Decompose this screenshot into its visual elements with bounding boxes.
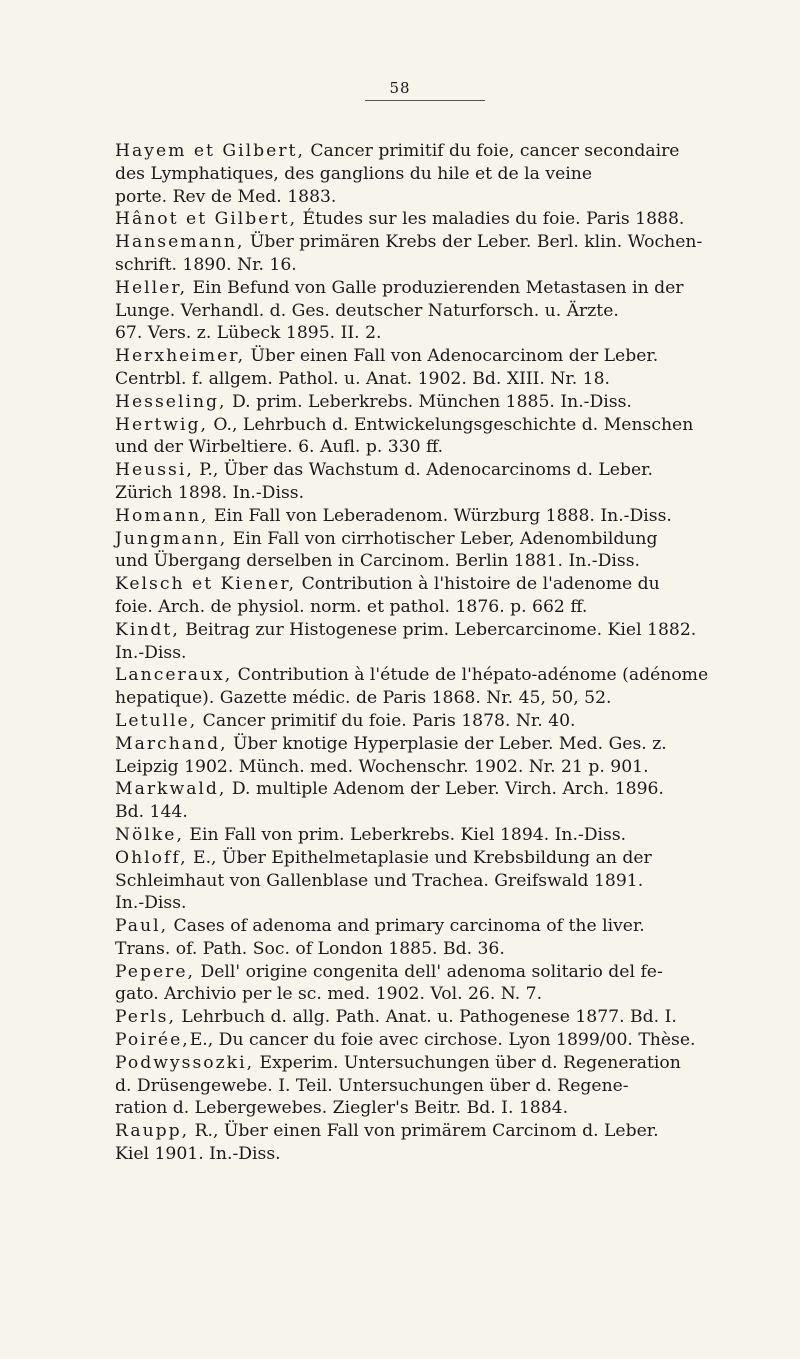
reference-text: des Lymphatiques, des ganglions du hile et de la veine bbox=[115, 163, 593, 184]
reference-entry bbox=[115, 961, 785, 1007]
reference-author: Hansemann, bbox=[115, 232, 245, 253]
reference-text: E., Du cancer du foie avec circhose. Lyon 1899/00. Thèse. bbox=[189, 1030, 696, 1051]
reference-continuation-line bbox=[115, 801, 785, 824]
reference-author: Paul, bbox=[115, 916, 169, 937]
reference-author: Perls, bbox=[115, 1007, 176, 1028]
reference-entry bbox=[115, 619, 785, 665]
reference-entry bbox=[115, 778, 785, 824]
reference-text: Zürich 1898. In.-Diss. bbox=[115, 482, 305, 503]
reference-text: Études sur les maladies du foie. Paris 1888. bbox=[297, 209, 685, 230]
reference-entry bbox=[115, 208, 785, 231]
reference-first-line bbox=[115, 277, 785, 300]
reference-text: D. multiple Adenom der Leber. Virch. Arch. 1896. bbox=[226, 779, 664, 800]
reference-entry bbox=[115, 1029, 785, 1052]
reference-first-line bbox=[115, 231, 785, 254]
reference-entry bbox=[115, 505, 785, 528]
reference-entry bbox=[115, 140, 785, 208]
reference-text: Ein Fall von prim. Leberkrebs. Kiel 1894. In.-Diss. bbox=[183, 824, 627, 845]
reference-first-line bbox=[115, 391, 785, 414]
reference-author: Kindt, bbox=[115, 619, 180, 640]
reference-text: Ein Fall von Leberadenom. Würzburg 1888. In.-Diss. bbox=[208, 505, 672, 526]
reference-continuation-line bbox=[115, 186, 785, 209]
reference-text: hepatique). Gazette médic. de Paris 1868. Nr. 45, 50, 52. bbox=[115, 688, 612, 709]
reference-author: Marchand, bbox=[115, 733, 228, 754]
reference-text: Centrbl. f. allgem. Pathol. u. Anat. 1902. Bd. XIII. Nr. 18. bbox=[115, 368, 610, 389]
reference-text: Kiel 1901. In.-Diss. bbox=[115, 1144, 281, 1165]
reference-continuation-line bbox=[115, 550, 785, 573]
reference-author: Pepere, bbox=[115, 961, 195, 982]
reference-entry bbox=[115, 573, 785, 619]
reference-first-line bbox=[115, 140, 785, 163]
reference-author: Podwyssozki, bbox=[115, 1052, 255, 1073]
reference-text: foie. Arch. de physiol. norm. et pathol. 1876. p. 662 ff. bbox=[115, 596, 588, 617]
reference-first-line bbox=[115, 961, 785, 984]
reference-author: Ohloff, bbox=[115, 847, 188, 868]
reference-entry bbox=[115, 710, 785, 733]
reference-text: Schleimhaut von Gallenblase und Trachea. Greifswald 1891. bbox=[115, 870, 644, 891]
reference-text: Experim. Untersuchungen über d. Regeneration bbox=[254, 1052, 681, 1073]
reference-first-line bbox=[115, 528, 785, 551]
reference-entry bbox=[115, 1006, 785, 1029]
reference-continuation-line bbox=[115, 368, 785, 391]
reference-entry bbox=[115, 414, 785, 460]
reference-continuation-line bbox=[115, 1143, 785, 1166]
page-number: 58 bbox=[389, 79, 411, 97]
page-number-rule bbox=[365, 100, 485, 101]
reference-first-line bbox=[115, 414, 785, 437]
reference-entry bbox=[115, 824, 785, 847]
reference-text: d. Drüsengewebe. I. Teil. Untersuchungen über d. Regene- bbox=[115, 1075, 629, 1096]
reference-text: In.-Diss. bbox=[115, 893, 187, 914]
reference-continuation-line bbox=[115, 254, 785, 277]
reference-text: R., Über einen Fall von primärem Carcinom d. Leber. bbox=[189, 1121, 659, 1142]
reference-text: Lehrbuch d. allg. Path. Anat. u. Pathogenese 1877. Bd. I. bbox=[175, 1007, 677, 1028]
reference-entry bbox=[115, 528, 785, 574]
reference-continuation-line bbox=[115, 300, 785, 323]
reference-author: Markwald, bbox=[115, 779, 227, 800]
reference-text: Lunge. Verhandl. d. Ges. deutscher Naturforsch. u. Ärzte. bbox=[115, 300, 619, 321]
reference-text: und Übergang derselben in Carcinom. Berlin 1881. In.-Diss. bbox=[115, 551, 640, 572]
reference-entry bbox=[115, 231, 785, 277]
reference-first-line bbox=[115, 847, 785, 870]
reference-list bbox=[115, 140, 785, 1166]
reference-text: und der Wirbeltiere. 6. Aufl. p. 330 ff. bbox=[115, 437, 444, 458]
reference-continuation-line bbox=[115, 322, 785, 345]
reference-continuation-line bbox=[115, 756, 785, 779]
reference-entry bbox=[115, 1052, 785, 1120]
reference-entry bbox=[115, 1120, 785, 1166]
reference-entry bbox=[115, 459, 785, 505]
reference-continuation-line bbox=[115, 482, 785, 505]
reference-author: Hayem et Gilbert, bbox=[115, 141, 305, 161]
reference-first-line bbox=[115, 778, 785, 801]
reference-text: Contribution à l'histoire de l'adenome du bbox=[296, 574, 660, 595]
reference-text: porte. Rev de Med. 1883. bbox=[115, 186, 337, 207]
reference-text: Cancer primitif du foie. Paris 1878. Nr. 40. bbox=[197, 710, 576, 731]
reference-author: Heller, bbox=[115, 277, 188, 298]
reference-entry bbox=[115, 664, 785, 710]
reference-continuation-line bbox=[115, 938, 785, 961]
reference-text: D. prim. Leberkrebs. München 1885. In.-Diss. bbox=[226, 391, 632, 412]
reference-text: Ein Befund von Galle produzierenden Metastasen in der bbox=[187, 277, 684, 298]
reference-text: Beitrag zur Histogenese prim. Lebercarcinome. Kiel 1882. bbox=[179, 619, 697, 640]
reference-first-line bbox=[115, 208, 785, 231]
reference-text: Über knotige Hyperplasie der Leber. Med. Ges. z. bbox=[227, 733, 667, 754]
reference-text: Dell' origine congenita dell' adenoma solitario del fe- bbox=[195, 961, 663, 982]
reference-text: Bd. 144. bbox=[115, 802, 188, 823]
reference-text: 67. Vers. z. Lübeck 1895. II. 2. bbox=[115, 323, 382, 344]
reference-text: Über einen Fall von Adenocarcinom der Leber. bbox=[245, 346, 659, 367]
reference-text: Ein Fall von cirrhotischer Leber, Adenombildung bbox=[227, 528, 658, 549]
reference-first-line bbox=[115, 619, 785, 642]
reference-text: E., Über Epithelmetaplasie und Krebsbildung an der bbox=[187, 847, 652, 868]
reference-first-line bbox=[115, 1052, 785, 1075]
reference-first-line bbox=[115, 505, 785, 528]
reference-continuation-line bbox=[115, 687, 785, 710]
reference-text: Trans. of. Path. Soc. of London 1885. Bd. 36. bbox=[115, 938, 505, 959]
reference-text: schrift. 1890. Nr. 16. bbox=[115, 254, 297, 275]
reference-first-line bbox=[115, 573, 785, 596]
reference-author: Homann, bbox=[115, 505, 209, 526]
reference-author: Heussi, bbox=[115, 460, 194, 481]
reference-author: Letulle, bbox=[115, 710, 198, 731]
reference-author: Raupp, bbox=[115, 1121, 190, 1142]
reference-author: Jungmann, bbox=[115, 528, 228, 549]
reference-continuation-line bbox=[115, 436, 785, 459]
reference-author: Hertwig, bbox=[115, 414, 208, 435]
reference-first-line bbox=[115, 915, 785, 938]
reference-continuation-line bbox=[115, 163, 785, 186]
reference-text: Leipzig 1902. Münch. med. Wochenschr. 1902. Nr. 21 p. 901. bbox=[115, 756, 649, 777]
reference-first-line bbox=[115, 1006, 785, 1029]
reference-text: Contribution à l'étude de l'hépato-adénome (adénome bbox=[232, 665, 709, 686]
reference-first-line bbox=[115, 1029, 785, 1052]
reference-text: Über primären Krebs der Leber. Berl. klin. Wochen- bbox=[244, 232, 703, 253]
reference-first-line bbox=[115, 1120, 785, 1143]
reference-entry bbox=[115, 847, 785, 915]
reference-first-line bbox=[115, 733, 785, 756]
reference-entry bbox=[115, 915, 785, 961]
reference-text: ration d. Lebergewebes. Ziegler's Beitr. Bd. I. 1884. bbox=[115, 1098, 569, 1119]
reference-author: Hesseling, bbox=[115, 391, 227, 412]
reference-text: P., Über das Wachstum d. Adenocarcinoms d. Leber. bbox=[193, 460, 653, 481]
reference-author: Hânot et Gilbert, bbox=[115, 209, 298, 230]
reference-continuation-line bbox=[115, 870, 785, 893]
reference-first-line bbox=[115, 710, 785, 733]
reference-text: In.-Diss. bbox=[115, 642, 187, 663]
reference-continuation-line bbox=[115, 1075, 785, 1098]
reference-continuation-line bbox=[115, 596, 785, 619]
reference-text: Cases of adenoma and primary carcinoma of the liver. bbox=[168, 916, 645, 937]
reference-continuation-line bbox=[115, 642, 785, 665]
reference-continuation-line bbox=[115, 892, 785, 915]
reference-continuation-line bbox=[115, 1097, 785, 1120]
reference-first-line bbox=[115, 664, 785, 687]
reference-author: Herxheimer, bbox=[115, 346, 246, 367]
reference-author: Kelsch et Kiener, bbox=[115, 574, 297, 595]
reference-text: O., Lehrbuch d. Entwickelungsgeschichte d. Menschen bbox=[207, 414, 694, 435]
reference-entry bbox=[115, 345, 785, 391]
reference-author: Poirée, bbox=[115, 1030, 190, 1051]
reference-first-line bbox=[115, 459, 785, 482]
reference-continuation-line bbox=[115, 983, 785, 1006]
reference-author: Lanceraux, bbox=[115, 665, 233, 686]
reference-first-line bbox=[115, 824, 785, 847]
reference-text: gato. Archivio per le sc. med. 1902. Vol. 26. N. 7. bbox=[115, 984, 543, 1005]
reference-author: Nölke, bbox=[115, 824, 184, 845]
reference-first-line bbox=[115, 345, 785, 368]
reference-entry bbox=[115, 391, 785, 414]
reference-entry bbox=[115, 733, 785, 779]
reference-text: Cancer primitif du foie, cancer secondaire bbox=[304, 141, 680, 161]
reference-entry bbox=[115, 277, 785, 345]
